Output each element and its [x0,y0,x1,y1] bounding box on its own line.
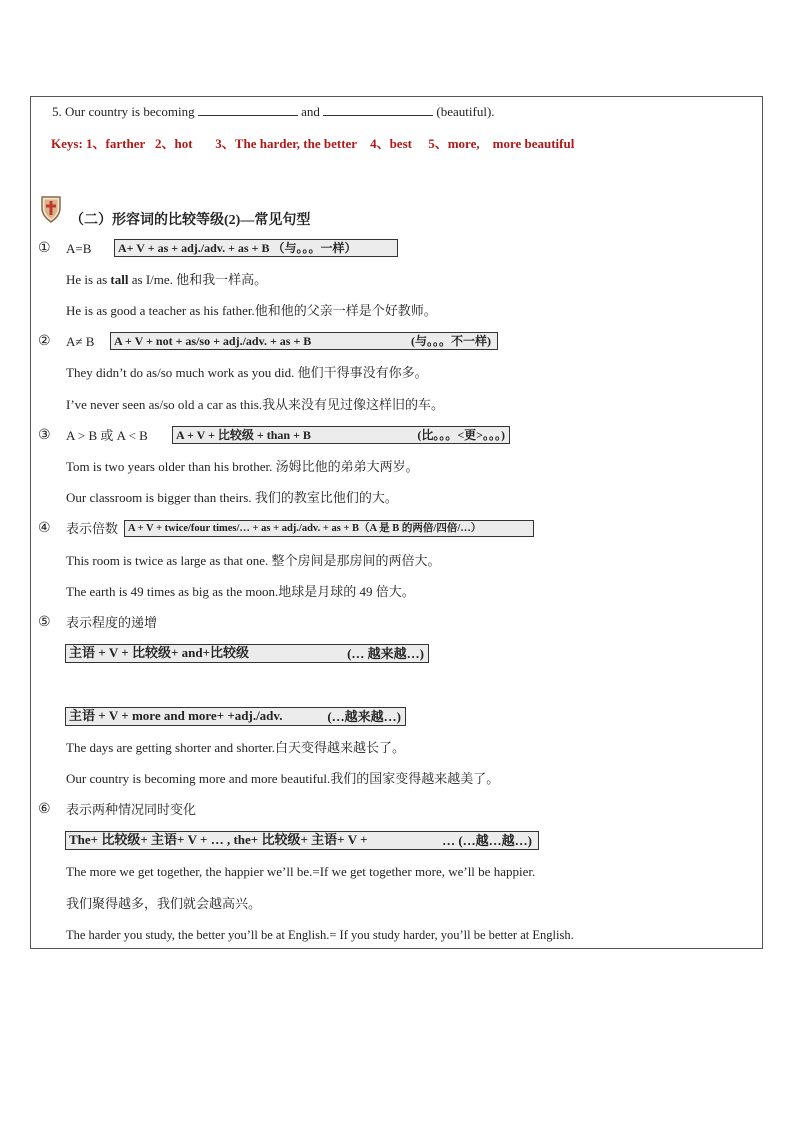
example-sentence: The earth is 49 times as big as the moon.地球是月球的 49 倍大。 [66,584,415,599]
example-sentence: I’ve never seen as/so old a car as this.我从来没有见过像这样旧的车。 [66,397,445,412]
formula-box [65,707,406,726]
section-title: （二）形容词的比较等级(2)—常见句型 [70,213,311,228]
example-sentence: Our classroom is bigger than theirs. 我们的教室比他们的大。 [66,490,398,505]
example-sentence: The harder you study, the better you’ll be at English.= If you study harder, you’ll be better at English. [66,928,574,942]
example-pre: He is as [66,272,111,287]
rule-number: ⑤ [38,615,51,630]
key-item: 1、farther [86,136,146,151]
example-bold: tall [110,272,129,287]
example-sentence [66,272,267,288]
example-sentence: They didn’t do as/so much work as you did. 他们干得事没有你多。 [66,365,428,380]
key-item: 4、best [370,136,412,151]
exercise-5-mid: and [301,104,320,119]
formula-box [110,332,498,350]
example-sentence: Our country is becoming more and more beautiful.我们的国家变得越来越美了。 [66,771,500,786]
rule-label: 表示程度的递增 [66,615,158,630]
formula-note: (…越来越…) [327,709,401,724]
rule-label: 表示两种情况同时变化 [66,802,197,817]
key-item: 5、more, [428,136,480,151]
rule-label: A > B 或 A < B [66,428,148,443]
formula-note: (… 越来越…) [347,646,424,661]
example-post: as I/me. 他和我一样高。 [128,272,268,287]
exercise-5-prefix: 5. Our country is becoming [52,104,195,119]
key-item: 2、hot [154,136,193,151]
example-sentence: 我们聚得越多，我们就会越高兴。 [66,896,262,911]
answer-keys [51,136,574,152]
formula-box [65,644,429,663]
example-sentence: The more we get together, the happier we’ll be.=If we get together more, we’ll be happier. [66,864,536,879]
exercise-5 [52,104,495,120]
key-item: more beautiful [492,136,575,151]
formula-note: … (…越…越…) [442,833,532,848]
formula-box [172,426,510,444]
rule-number: ⑥ [38,802,51,817]
example-sentence: The days are getting shorter and shorter.白天变得越来越长了。 [66,740,406,755]
rule-number: ① [38,241,51,256]
answer-blank-2[interactable] [323,104,433,116]
formula-text: The+ 比较级+ 主语+ V + … , the+ 比较级+ 主语+ V + [69,832,368,847]
rule-number: ③ [38,428,51,443]
formula-text: 主语 + V + more and more+ +adj./adv. [69,708,283,723]
shield-cross-icon [40,195,62,223]
formula-text: A+ V + as + adj./adv. + as + B （与。。。一样） [118,241,357,255]
answer-blank-1[interactable] [198,104,298,116]
rule-label: A≠ B [66,334,95,349]
rule-label: A=B [66,241,92,256]
rule-label: 表示倍数 [66,521,119,536]
keys-label: Keys: [51,136,83,151]
formula-box [114,239,398,257]
formula-note: (与。。。不一样) [411,334,491,348]
formula-text: A + V + twice/four times/… + as + adj./adv. + as + B（A 是 B 的两倍/四倍/…） [128,523,482,534]
rule-number: ④ [38,521,51,536]
example-sentence: He is as good a teacher as his father.他和他的父亲一样是个好教师。 [66,303,437,318]
key-item: 3、The harder, the better [215,136,358,151]
formula-text: 主语 + V + 比较级+ and+比较级 [69,645,249,660]
example-sentence: Tom is two years older than his brother. 汤姆比他的弟弟大两岁。 [66,459,419,474]
formula-box [65,831,539,850]
exercise-5-suffix: (beautiful). [436,104,495,119]
rule-number: ② [38,334,51,349]
formula-text: A + V + 比较级 + than + B [176,428,311,442]
example-sentence: This room is twice as large as that one. 整个房间是那房间的两倍大。 [66,553,441,568]
formula-box [124,520,534,537]
formula-text: A + V + not + as/so + adj./adv. + as + B [114,334,312,348]
formula-note: (比。。。<更>。。。) [417,428,505,442]
